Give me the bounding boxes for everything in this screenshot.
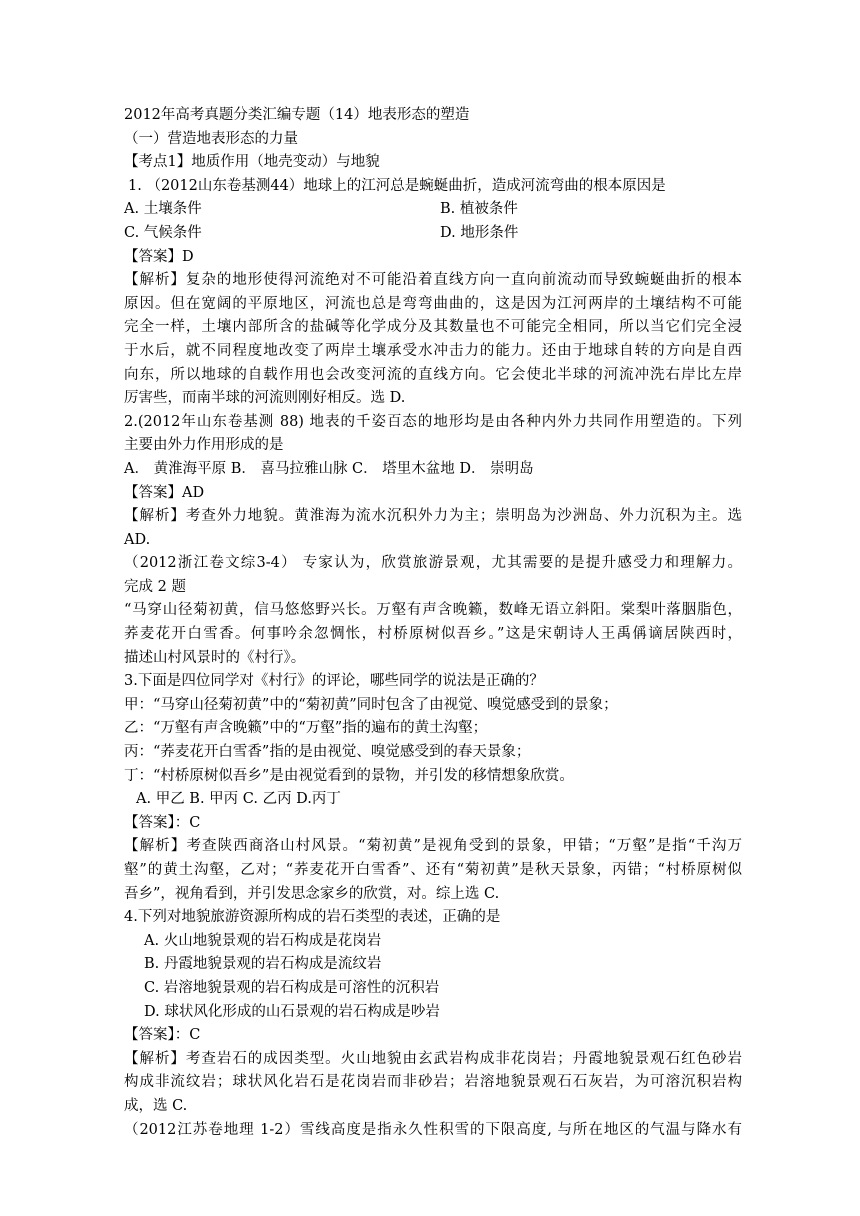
question-4-analysis-line: 构成非流纹岩；球状风化岩石是花岗岩而非砂岩；岩溶地貌景观石石灰岩，为可溶沉积岩构 xyxy=(124,1074,742,1091)
question-1-options-row-2 xyxy=(124,222,742,246)
option-a: A. 土壤条件 xyxy=(124,201,202,218)
question-4-option: A. 火山地貌景观的岩石构成是花岗岩 xyxy=(144,932,382,949)
question-3-answer: 【答案】：C xyxy=(124,814,201,831)
question-3-analysis-line: 壑”的黄土沟壑，乙对；“荞麦花开白雪香”、还有“菊初黄”是秋天景象，丙错；“村桥原树似 xyxy=(124,862,742,878)
passage-intro: （2012江苏卷地理 1-2）雪线高度是指永久性积雪的下限高度, 与所在地区的气温与降水有 xyxy=(124,1121,742,1138)
question-4-option: C. 岩溶地貌景观的岩石构成是可溶性的沉积岩 xyxy=(144,979,440,996)
question-4-answer: 【答案】：C xyxy=(124,1027,201,1044)
poem-text: 荞麦花开白雪香。何事吟余忽惆怅，村桥原树似吾乡。”这是宋朝诗人王禹偁谪居陕西时， xyxy=(124,626,742,643)
question-3-item: 甲：“马穿山径菊初黄”中的“菊初黄”同时包含了由视觉、嗅觉感受到的景象； xyxy=(124,696,618,713)
question-3-options: A. 甲乙 B. 甲丙 C. 乙丙 D.丙丁 xyxy=(136,791,341,808)
question-2-answer: 【答案】AD xyxy=(124,484,205,501)
question-1-stem: 1. （2012山东卷基测44）地球上的江河总是蜿蜒曲折，造成河流弯曲的根本原因是 xyxy=(128,177,666,194)
document-body xyxy=(124,104,742,1142)
question-2-stem: 主要由外力作用形成的是 xyxy=(124,437,284,454)
question-3-analysis-line: 吾乡”，视角看到，并引发思念家乡的欣赏，对。综上选 C. xyxy=(124,885,500,902)
question-1-analysis-line: 【解析】复杂的地形使得河流绝对不可能沿着直线方向一直向前流动而导致蜿蜒曲折的根本 xyxy=(124,272,742,289)
question-1-analysis-line: 原因。但在宽阔的平原地区，河流也总是弯弯曲曲的，这是因为江河两岸的土壤结构不可能 xyxy=(124,295,742,312)
option-d: D. 地形条件 xyxy=(440,224,519,241)
topic-heading: 【考点1】地质作用（地壳变动）与地貌 xyxy=(124,154,380,171)
question-1-analysis-line: 厉害些，而南半球的河流则刚好相反。选 D. xyxy=(124,390,406,407)
question-2-analysis-line: AD. xyxy=(124,531,151,548)
question-4-option: D. 球状风化形成的山石景观的岩石构成是吵岩 xyxy=(144,1003,440,1020)
question-2-options: A． 黄淮海平原 B． 喜马拉雅山脉 C． 塔里木盆地 D． 崇明岛 xyxy=(124,460,534,477)
question-1-analysis-line: 完全一样，土壤内部所含的盐碱等化学成分及其数量也不可能完全相同，所以当它们完全浸 xyxy=(124,319,742,336)
question-3-item: 丁：“村桥原树似吾乡”是由视觉看到的景物，并引发的移情想象欣赏。 xyxy=(124,767,574,784)
passage-intro: 完成 2 题 xyxy=(124,578,186,595)
question-4-analysis-line: 成，选 C. xyxy=(124,1097,188,1114)
question-2-stem: 2.(2012年山东卷基测 88) 地表的千姿百态的地形均是由各种内外力共同作用塑造的。下列 xyxy=(124,413,742,430)
question-1-answer: 【答案】D xyxy=(124,248,194,265)
question-3-item: 丙：“荞麦花开白雪香”指的是由视觉、嗅觉感受到的春天景象； xyxy=(124,744,531,761)
option-c: C. 气候条件 xyxy=(124,224,202,241)
option-b: B. 植被条件 xyxy=(440,201,518,218)
question-2-analysis-line: 【解析】考查外力地貌。黄淮海为流水沉积外力为主；崇明岛为沙洲岛、外力沉积为主。选 xyxy=(124,508,742,525)
question-3-item: 乙：“万壑有声含晚籁”中的“万壑”指的遍布的黄土沟壑； xyxy=(124,720,488,737)
question-1-analysis-line: 于水后，就不同程度地改变了两岸土壤承受水冲击力的能力。还由于地球自转的方向是自西 xyxy=(124,342,742,359)
poem-text: 描述山村风景时的《村行》。 xyxy=(124,649,306,666)
poem-text: “马穿山径菊初黄，信马悠悠野兴长。万壑有声含晚籁，数峰无语立斜阳。棠梨叶落胭脂色， xyxy=(124,602,742,619)
question-3-stem: 3.下面是四位同学对《村行》的评论，哪些同学的说法是正确的？ xyxy=(124,673,544,690)
question-1-analysis-line: 向东，所以地球的自载作用也会改变河流的直线方向。它会使北半球的河流冲洗右岸比左岸 xyxy=(124,366,742,383)
section-heading: （一）营造地表形态的力量 xyxy=(124,130,298,147)
question-4-stem: 4.下列对地貌旅游资源所构成的岩石类型的表述，正确的是 xyxy=(124,909,501,926)
question-4-option: B. 丹霞地貌景观的岩石构成是流纹岩 xyxy=(144,956,382,973)
passage-intro: （2012浙江卷文综3-4） 专家认为，欣赏旅游景观，尤其需要的是提升感受力和理解力。 xyxy=(124,555,742,572)
document-title: 2012年高考真题分类汇编专题（14）地表形态的塑造 xyxy=(124,107,470,123)
question-3-analysis-line: 【解析】考查陕西商洛山村风景。“菊初黄”是视角受到的景象，甲错；“万壑”是指“千沟万 xyxy=(124,838,742,855)
question-1-options-row-1 xyxy=(124,198,742,222)
question-4-analysis-line: 【解析】考查岩石的成因类型。火山地貌由玄武岩构成非花岗岩；丹霞地貌景观石红色砂岩 xyxy=(124,1050,742,1067)
